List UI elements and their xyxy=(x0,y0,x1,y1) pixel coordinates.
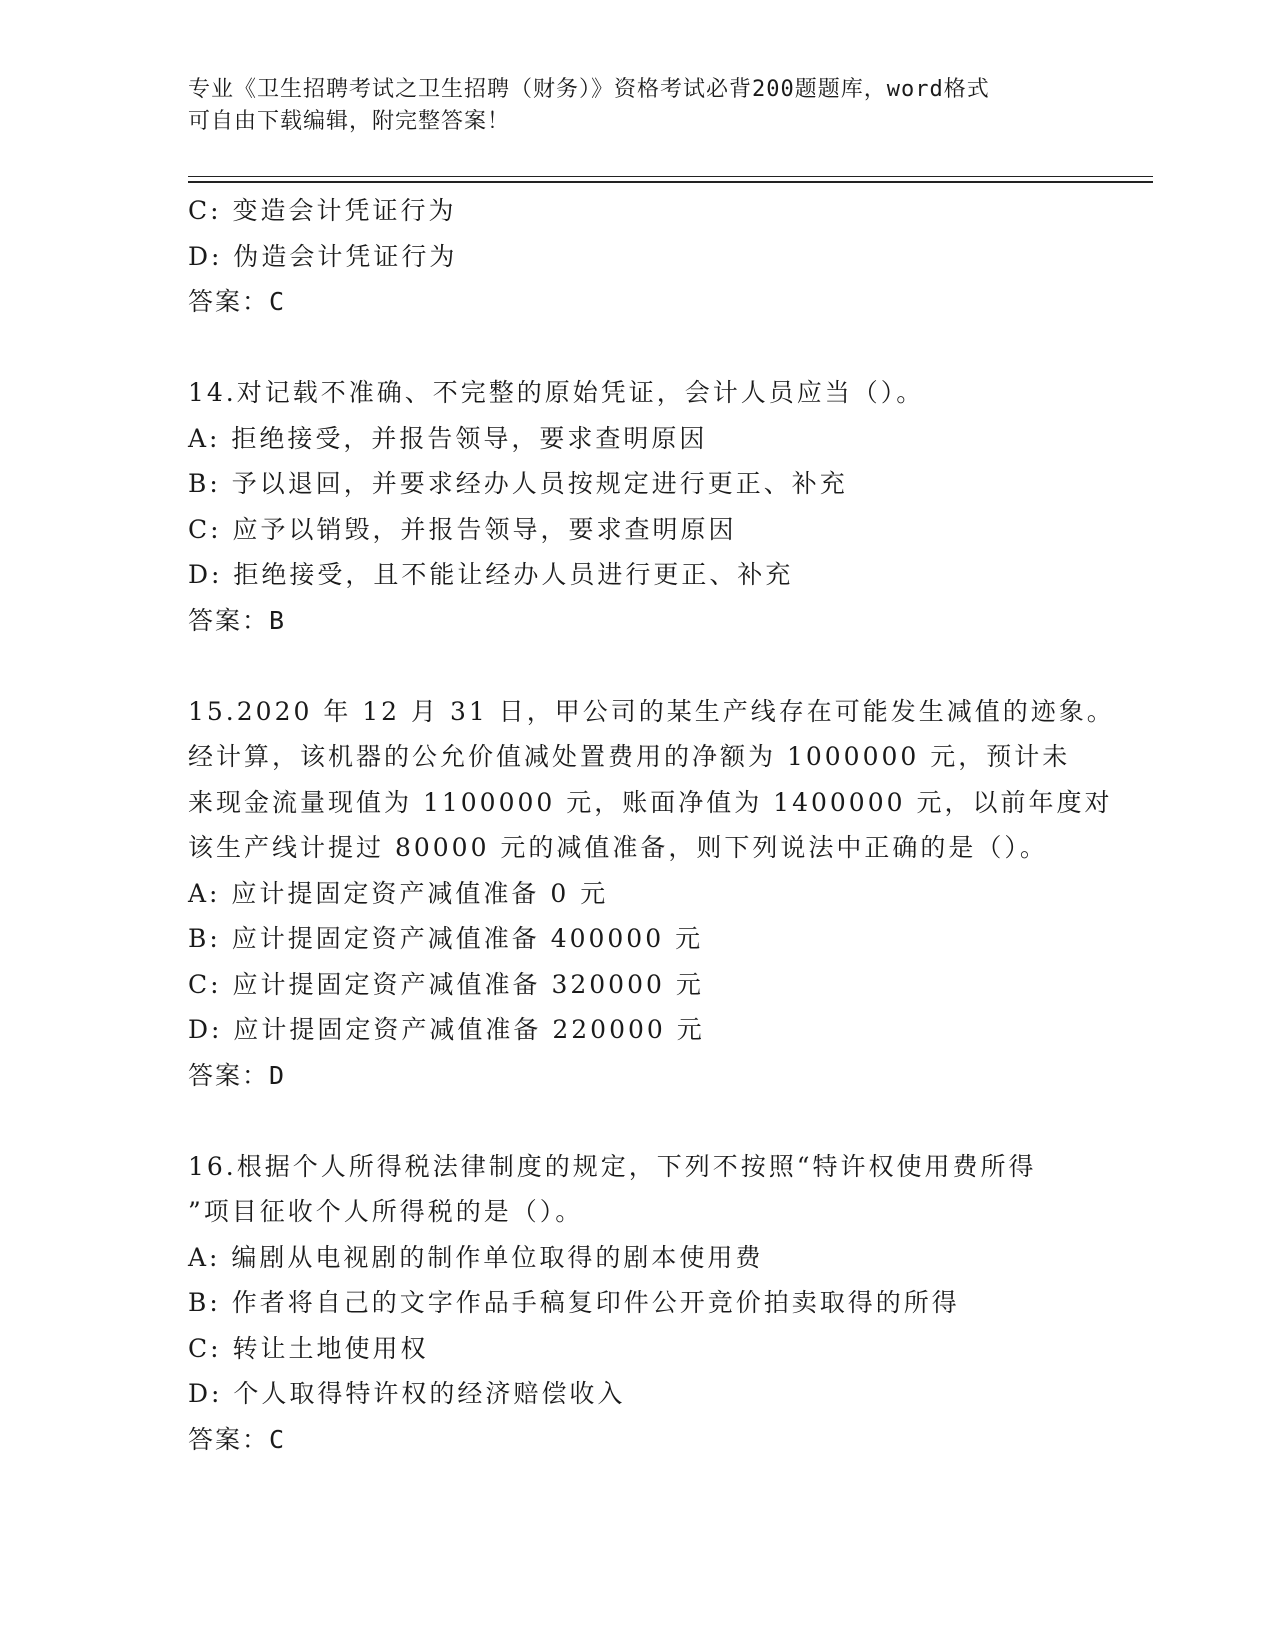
option-c: C: 变造会计凭证行为 xyxy=(188,196,457,225)
header-rule-thick xyxy=(188,181,1153,183)
header-title-line-2: 可自由下载编辑，附完整答案！ xyxy=(188,109,511,134)
option-a: A: 拒绝接受，并报告领导，要求查明原因 xyxy=(188,423,708,453)
option-c: C: 应予以销毁，并报告领导，要求查明原因 xyxy=(188,514,737,544)
spacer xyxy=(188,1098,1088,1144)
answer: 答案：C xyxy=(188,1424,287,1454)
document-header xyxy=(188,74,1088,138)
option-d: D: 伪造会计凭证行为 xyxy=(188,241,458,271)
question-16 xyxy=(188,1144,1088,1463)
header-rule-thin xyxy=(188,176,1153,177)
question-text-line-2: 经计算，该机器的公允价值减处置费用的净额为 1000000 元，预计未 xyxy=(188,742,1071,771)
spacer xyxy=(188,325,1088,371)
spacer xyxy=(188,643,1088,689)
answer: 答案：D xyxy=(188,1060,287,1090)
option-a: A: 应计提固定资产减值准备 0 元 xyxy=(188,878,609,908)
question-text-line-3: 来现金流量现值为 1100000 元，账面净值为 1400000 元，以前年度对 xyxy=(188,787,1113,817)
question-text-line-1: 15.2020 年 12 月 31 日，甲公司的某生产线存在可能发生减值的迹象。 xyxy=(188,696,1115,726)
question-15 xyxy=(188,689,1115,1099)
question-list xyxy=(188,188,1115,1462)
answer: 答案：B xyxy=(188,605,287,635)
option-d: D: 个人取得特许权的经济赔偿收入 xyxy=(188,1379,626,1408)
question-14 xyxy=(188,370,1088,643)
question-text-line-4: 该生产线计提过 80000 元的减值准备，则下列说法中正确的是（）。 xyxy=(188,833,1048,862)
header-title-line-1: 专业《卫生招聘考试之卫生招聘（财务）》资格考试必背200题题库，word格式 xyxy=(188,77,990,102)
option-a: A: 编剧从电视剧的制作单位取得的剧本使用费 xyxy=(188,1242,764,1272)
answer: 答案：C xyxy=(188,287,287,316)
option-c: C: 转让土地使用权 xyxy=(188,1333,429,1363)
question-13 xyxy=(188,188,1088,325)
option-d: D: 拒绝接受，且不能让经办人员进行更正、补充 xyxy=(188,560,794,589)
option-d: D: 应计提固定资产减值准备 220000 元 xyxy=(188,1015,705,1044)
option-b: B: 作者将自己的文字作品手稿复印件公开竞价拍卖取得的所得 xyxy=(188,1288,960,1317)
option-c: C: 应计提固定资产减值准备 320000 元 xyxy=(188,969,704,999)
question-text-line-1: 16.根据个人所得税法律制度的规定，下列不按照“特许权使用费所得 xyxy=(188,1151,1037,1181)
option-b: B: 应计提固定资产减值准备 400000 元 xyxy=(188,924,704,953)
question-text-line-2: ”项目征收个人所得税的是（）。 xyxy=(188,1197,584,1226)
option-b: B: 予以退回，并要求经办人员按规定进行更正、补充 xyxy=(188,469,848,498)
question-text: 14.对记载不准确、不完整的原始凭证，会计人员应当（）。 xyxy=(188,378,925,407)
